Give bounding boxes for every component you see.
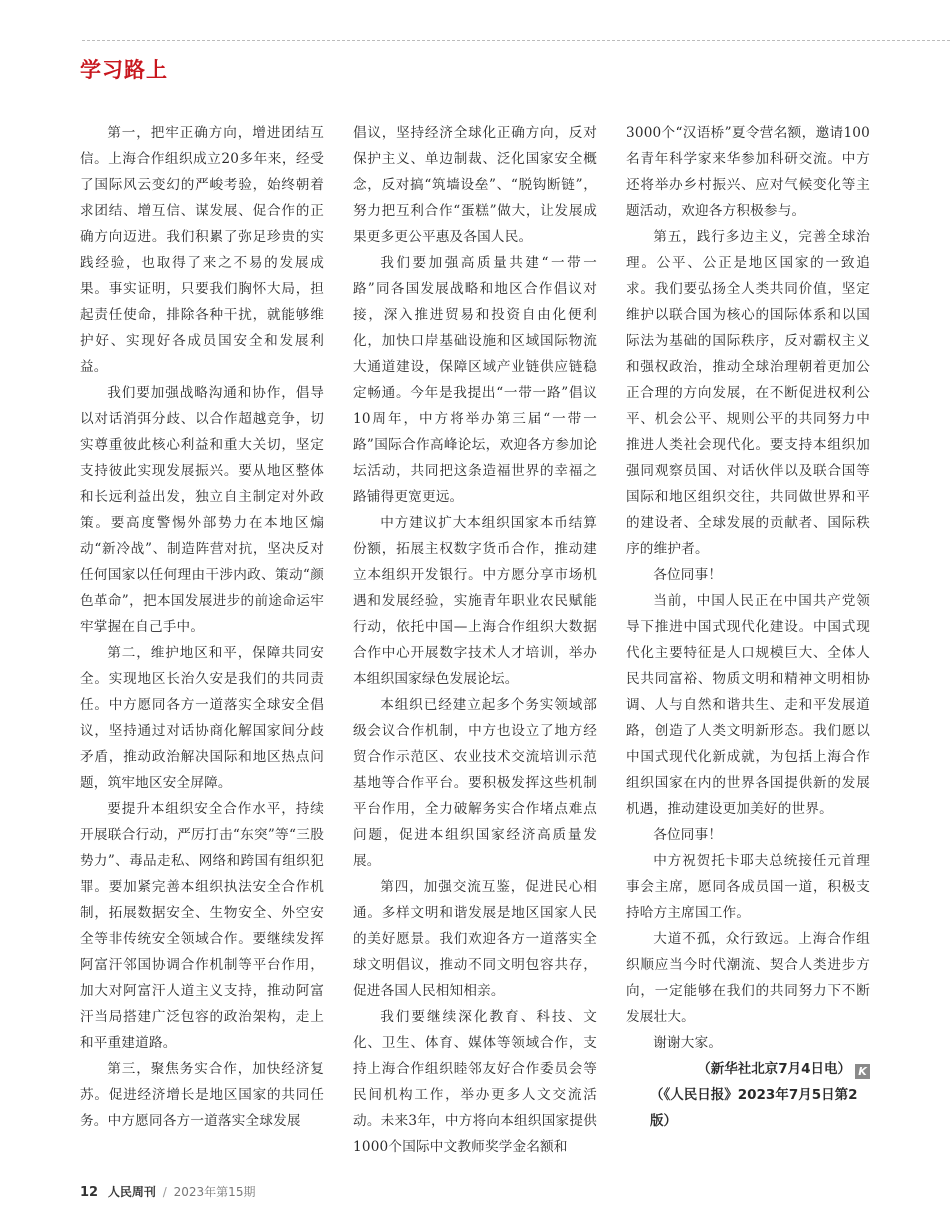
section-title: 学习路上 bbox=[80, 58, 168, 82]
issue-label: 2023年第15期 bbox=[173, 1185, 256, 1199]
paragraph: 第四，加强交流互鉴，促进民心相通。多样文明和谐发展是地区国家人民的美好愿景。我们欢迎各方一道落实全球文明倡议，推动不同文明包容共存，促进各国人民相知相亲。 bbox=[353, 879, 597, 999]
paragraph: 中方建议扩大本组织国家本币结算份额，拓展主权数字货币合作，推动建立本组织开发银行。中方愿分享市场机遇和发展经验，实施青年职业农民赋能行动，依托中国—上海合作组织大数据合作中心开展数字技术人才培训，举办本组织国家绿色发展论坛。 bbox=[353, 515, 597, 687]
page-footer bbox=[80, 1183, 255, 1200]
article-column-3 bbox=[626, 120, 870, 1134]
top-divider bbox=[82, 40, 950, 42]
credit-text: （新华社北京7月4日电） bbox=[697, 1061, 851, 1077]
paragraph: 第五，践行多边主义，完善全球治理。公平、公正是地区国家的一致追求。我们要弘扬全人类共同价值，坚定维护以联合国为核心的国际体系和以国际法为基础的国际秩序，反对霸权主义和强权政治，推动全球治理朝着更加公正合理的方向发展，在不断促进权利公平、机会公平、规则公平的共同努力中推进人类社会现代化。要支持本组织加强同观察员国、对话伙伴以及联合国等国际和地区组织交往，共同做世界和平的建设者、全球发展的贡献者、国际秩序的维护者。 bbox=[626, 229, 870, 557]
paragraph: 第三，聚焦务实合作，加快经济复苏。促进经济增长是地区国家的共同任务。中方愿同各方一道落实全球发展 bbox=[80, 1061, 324, 1129]
paragraph: 各位同事！ bbox=[653, 567, 723, 583]
paragraph: 大道不孤，众行致远。上海合作组织顺应当今时代潮流、契合人类进步方向，一定能够在我们的共同努力下不断发展壮大。 bbox=[626, 931, 870, 1025]
paragraph: 当前，中国人民正在中国共产党领导下推进中国式现代化建设。中国式现代化主要特征是人口规模巨大、全体人民共同富裕、物质文明和精神文明相协调、人与自然和谐共生、走和平发展道路，创造了人类文明新形态。我们愿以中国式现代化新成就，为包括上海合作组织国家在内的世界各国提供新的发展机遇，推动建设更加美好的世界。 bbox=[626, 593, 870, 817]
paragraph-continued: 3000个“汉语桥”夏令营名额，邀请100名青年科学家来华参加科研交流。中方还将举办乡村振兴、应对气候变化等主题活动，欢迎各方积极参与。 bbox=[626, 125, 870, 219]
article-column-2 bbox=[353, 120, 597, 1160]
paragraph: 本组织已经建立起多个务实领域部级会议合作机制，中方也设立了地方经贸合作示范区、农业技术交流培训示范基地等合作平台。要积极发挥这些机制平台作用，全力破解务实合作堵点难点问题，促进本组织国家经济高质量发展。 bbox=[353, 697, 597, 869]
footer-separator: / bbox=[162, 1185, 167, 1199]
paragraph-continued: 倡议，坚持经济全球化正确方向，反对保护主义、单边制裁、泛化国家安全概念，反对搞“筑墙设垒”、“脱钩断链”，努力把互利合作“蛋糕”做大，让发展成果更多更公平惠及各国人民。 bbox=[353, 125, 597, 245]
paragraph: 谢谢大家。 bbox=[653, 1035, 723, 1051]
k-end-mark-icon: K bbox=[855, 1064, 870, 1079]
paragraph: 中方祝贺托卡耶夫总统接任元首理事会主席，愿同各成员国一道，积极支持哈方主席国工作。 bbox=[626, 853, 870, 921]
page-number: 12 bbox=[80, 1185, 99, 1200]
paragraph: 我们要加强战略沟通和协作，倡导以对话消弭分歧、以合作超越竞争，切实尊重彼此核心利益和重大关切，坚定支持彼此实现发展振兴。要从地区整体和长远利益出发，独立自主制定对外政策。要高度警惕外部势力在本地区煽动“新冷战”、制造阵营对抗，坚决反对任何国家以任何理由干涉内政、策动“颜色革命”，把本国发展进步的前途命运牢牢掌握在自己手中。 bbox=[80, 385, 324, 635]
paragraph: 我们要加强高质量共建“一带一路”同各国发展战略和地区合作倡议对接，深入推进贸易和投资自由化便利化，加快口岸基础设施和区域国际物流大通道建设，保障区域产业链供应链稳定畅通。今年是我提出“一带一路”倡议10周年，中方将举办第三届“一带一路”国际合作高峰论坛，欢迎各方参加论坛活动，共同把这条造福世界的幸福之路铺得更宽更远。 bbox=[353, 255, 597, 505]
article-column-1 bbox=[80, 120, 324, 1134]
news-credit bbox=[626, 1056, 870, 1082]
paragraph: 各位同事！ bbox=[653, 827, 723, 843]
paragraph: 我们要继续深化教育、科技、文化、卫生、体育、媒体等领域合作，支持上海合作组织睦邻友好合作委员会等民间机构工作，举办更多人文交流活动。未来3年，中方将向本组织国家提供1000个国际中文教师奖学金名额和 bbox=[353, 1009, 597, 1155]
paragraph: 第一，把牢正确方向，增进团结互信。上海合作组织成立20多年来，经受了国际风云变幻的严峻考验，始终朝着求团结、增互信、谋发展、促合作的正确方向迈进。我们积累了弥足珍贵的实践经验，也取得了来之不易的发展成果。事实证明，只要我们胸怀大局，担起责任使命，排除各种干扰，就能够维护好、实现好各成员国安全和发展利益。 bbox=[80, 125, 324, 375]
source-citation: （《人民日报》2023年7月5日第2版） bbox=[650, 1087, 858, 1129]
magazine-name: 人民周刊 bbox=[107, 1185, 156, 1199]
paragraph: 要提升本组织安全合作水平，持续开展联合行动，严厉打击“东突”等“三股势力”、毒品走私、网络和跨国有组织犯罪。要加紧完善本组织执法安全合作机制，拓展数据安全、生物安全、外空安全等非传统安全领域合作。要继续发挥阿富汗邻国协调合作机制等平台作用，加大对阿富汗人道主义支持，推动阿富汗当局搭建广泛包容的政治架构，走上和平重建道路。 bbox=[80, 801, 324, 1051]
paragraph: 第二，维护地区和平，保障共同安全。实现地区长治久安是我们的共同责任。中方愿同各方一道落实全球安全倡议，坚持通过对话协商化解国家间分歧矛盾，推动政治解决国际和地区热点问题，筑牢地区安全屏障。 bbox=[80, 645, 324, 791]
